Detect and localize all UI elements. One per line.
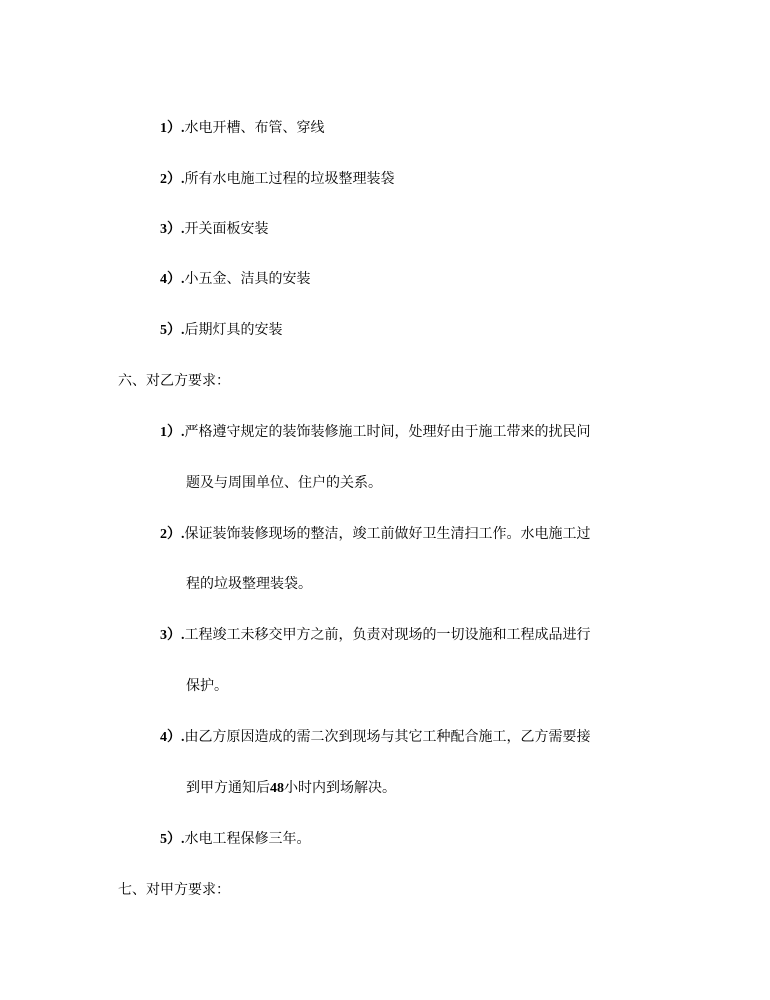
item-number: 2）. (160, 172, 185, 187)
item-number: 4）. (160, 272, 185, 287)
section-heading: 六、对乙方要求： (118, 373, 230, 389)
item-text: 保证装饰装修现场的整洁，竣工前做好卫生清扫工作。水电施工过 (184, 526, 591, 542)
item-continuation: 保护。 (186, 678, 228, 694)
item-continuation: 程的垃圾整理装袋。 (186, 576, 312, 592)
item-number: 2）. (160, 527, 185, 542)
list-item (160, 727, 591, 748)
list-item (160, 524, 591, 545)
item-text: 水电工程保修三年。 (184, 831, 311, 847)
item-number: 3）. (160, 222, 185, 237)
list-item (160, 169, 395, 190)
list-item (160, 118, 325, 139)
list-item (160, 219, 269, 240)
item-number: 4）. (160, 730, 185, 745)
item-text: 水电开槽、布管、穿线 (184, 120, 325, 136)
item-continuation: 题及与周围单位、住户的关系。 (186, 475, 382, 491)
list-item (160, 625, 591, 646)
item-continuation (186, 778, 396, 799)
item-number: 5）. (160, 832, 185, 847)
section-heading: 七、对甲方要求： (118, 882, 230, 898)
item-number: 1）. (160, 425, 185, 440)
list-item (160, 422, 591, 443)
item-text: 小五金、洁具的安装 (184, 271, 311, 287)
item-text: 严格遵守规定的装饰装修施工时间，处理好由于施工带来的扰民问 (184, 424, 591, 440)
hours-value: 48 (270, 781, 284, 796)
item-number: 1）. (160, 121, 185, 136)
continuation-text: 小时内到场解决。 (284, 780, 396, 796)
item-number: 3）. (160, 628, 185, 643)
list-item (160, 320, 283, 341)
item-text: 开关面板安装 (184, 221, 269, 237)
continuation-text: 到甲方通知后 (186, 780, 270, 796)
item-text: 由乙方原因造成的需二次到现场与其它工种配合施工，乙方需要接 (184, 729, 591, 745)
item-number: 5）. (160, 323, 185, 338)
list-item (160, 829, 311, 850)
item-text: 所有水电施工过程的垃圾整理装袋 (184, 171, 395, 187)
list-item (160, 269, 311, 290)
item-text: 工程竣工未移交甲方之前，负责对现场的一切设施和工程成品进行 (184, 627, 591, 643)
item-text: 后期灯具的安装 (184, 322, 283, 338)
